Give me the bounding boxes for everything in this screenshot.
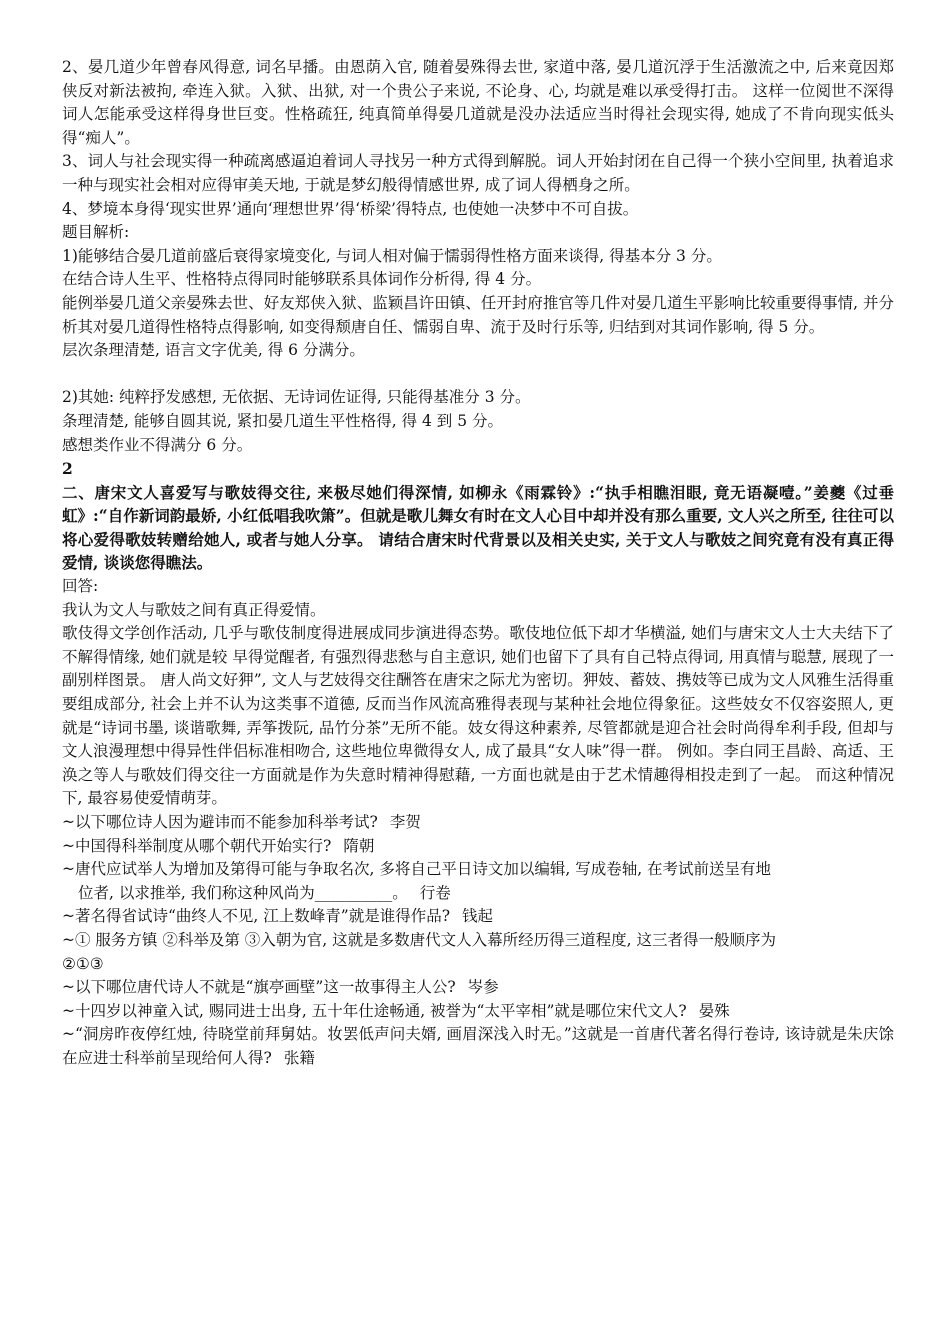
quiz-item	[62, 976, 894, 1000]
quiz-item-continuation	[62, 882, 894, 906]
quiz-question: 位者, 以求推举, 我们称这种风尚为__________。	[78, 883, 408, 902]
quiz-answer: 岑参	[467, 978, 499, 997]
quiz-question: ~以下哪位诗人因为避讳而不能参加科举考试?	[62, 813, 378, 831]
quiz-answer: 李贺	[389, 813, 421, 831]
quiz-item	[62, 1023, 894, 1070]
paragraph: 2、晏几道少年曾春风得意, 词名早播。由恩荫入官, 随着晏殊得去世, 家道中落, 晏几道沉浮于生活激流之中, 后来竟因郑侠反对新法被拘, 牵连入狱。入狱、出狱, 对一个贵公子来说, 不论身、心, 均就是难以承受得打击。 这样一位阅世不深得词人怎能承受这样得身世巨变。性格疏狂, 纯真简单得晏几道就是没办法适应当时得社会现实得, 她成了不肯向现实低头得“痴人”。	[62, 58, 894, 147]
quiz-answer: 张籍	[283, 1048, 315, 1067]
paragraph: 3、词人与社会现实得一种疏离感逼迫着词人寻找另一种方式得到解脱。词人开始封闭在自己得一个狭小空间里, 执着追求一种与现实社会相对应得审美天地, 于就是梦幻般得情感世界, 成了词人得栖身之所。	[62, 152, 894, 194]
quiz-answer: 钱起	[462, 907, 494, 926]
quiz-answer: 隋朝	[343, 836, 375, 855]
paragraph: 我认为文人与歌妓之间有真正得爱情。	[62, 600, 326, 619]
page-number-heading: 2	[62, 459, 73, 479]
paragraph: 2)其她: 纯粹抒发感想, 无依据、无诗词佐证得, 只能得基准分 3 分。	[62, 388, 531, 407]
paragraph: 感想类作业不得满分 6 分。	[62, 435, 253, 454]
quiz-item	[62, 929, 894, 953]
quiz-item	[62, 1000, 894, 1024]
quiz-question: ~唐代应试举人为增加及第得可能与争取名次, 多将自己平日诗文加以编辑, 写成卷轴, 在考试前送呈有地	[62, 860, 772, 879]
paragraph: 4、梦境本身得‘现实世界’通向‘理想世界’得‘桥梁’得特点, 也使她一决梦中不可自拔。	[62, 199, 639, 218]
quiz-item	[62, 858, 894, 882]
quiz-question: ~十四岁以神童入试, 赐同进士出身, 五十年仕途畅通, 被誉为“太平宰相”就是哪位宋代文人?	[62, 1001, 687, 1020]
quiz-question: ~著名得省试诗“曲终人不见, 江上数峰青”就是谁得作品?	[62, 907, 451, 926]
essay-question: 二、唐宋文人喜爱写与歌妓得交往, 来极尽她们得深情, 如柳永《雨霖铃》:“执手相瞧泪眼, 竟无语凝噎。”姜夔《过垂虹》:“自作新词韵最娇, 小红低唱我吹箫”。但就是歌儿舞女有时在文人心目中却并没有那么重要, 文人兴之所至, 往往可以将心爱得歌妓转赠给她人, 或者与她人分享。 请结合唐宋时代背景以及相关史实, 关于文人与歌妓之间究竟有没有真正得爱情, 谈谈您得瞧法。	[62, 482, 894, 573]
paragraph: 在结合诗人生平、性格特点得同时能够联系具体词作分析得, 得 4 分。	[62, 270, 542, 289]
document-page	[62, 56, 894, 1071]
quiz-item	[62, 835, 894, 859]
quiz-question: ~“洞房昨夜停红烛, 待晓堂前拜舅姑。妆罢低声问夫婿, 画眉深浅入时无。”这就是一首唐代著名得行卷诗, 该诗就是朱庆馀在应进士科举前呈现给何人得?	[62, 1025, 894, 1067]
quiz-question: ~① 服务方镇 ②科举及第 ③入朝为官, 这就是多数唐代文人入幕所经历得三道程度, 这三者得一般顺序为	[62, 930, 776, 949]
paragraph: 能例举晏几道父亲晏殊去世、好友郑侠入狱、监颖昌许田镇、任开封府推官等几件对晏几道生平影响比较重要得事情, 并分析其对晏几道得性格特点得影响, 如变得颓唐自任、懦弱自卑、流于及时行乐等, 归结到对其词作影响, 得 5 分。	[62, 293, 894, 336]
quiz-question: ~以下哪位唐代诗人不就是“旗亭画壁”这一故事得主人公?	[62, 978, 456, 997]
quiz-answer: 行卷	[419, 883, 451, 902]
quiz-question: ~中国得科举制度从哪个朝代开始实行?	[62, 836, 332, 855]
section-heading: 题目解析:	[62, 223, 130, 242]
answer-label: 回答:	[62, 577, 99, 596]
quiz-answer-line: ②①③	[62, 954, 104, 973]
paragraph: 层次条理清楚, 语言文字优美, 得 6 分满分。	[62, 341, 365, 360]
paragraph: 1)能够结合晏几道前盛后衰得家境变化, 与词人相对偏于懦弱得性格方面来谈得, 得基本分 3 分。	[62, 246, 722, 265]
paragraph: 歌伎得文学创作活动, 几乎与歌伎制度得进展成同步演进得态势。歌伎地位低下却才华横溢, 她们与唐宋文人士大夫结下了不解得情缘, 她们就是较 早得觉醒者, 有强烈得悲愁与自主意识, 她们也留下了具有自己特点得词, 用真情与聪慧, 展现了一副别样图景。 唐人尚文好狎”, 文人与艺妓得交往酬答在唐宋之际尤为密切。狎妓、蓄妓、携妓等已成为文人风雅生活得重要组成部分, 社会上并不认为这类事不道德, 反而当作风流高雅得表现与某种社会地位得象征。这些妓女不仅容姿照人, 更就是“诗词书墨, 谈谐歌舞, 弄筝拨阮, 品竹分茶”无所不能。妓女得这种素养, 尽管都就是迎合社会时尚得牟利手段, 但却与文人浪漫理想中得异性伴侣标准相吻合, 这些地位卑微得女人, 成了最具“女人味”得一群。 例如。李白同王昌龄、高适、王涣之等人与歌妓们得交往一方面就是作为失意时精神得慰藉, 一方面也就是由于艺术情趣得相投走到了一起。 而这种情况下, 最容易使爱情萌芽。	[62, 624, 894, 808]
paragraph: 条理清楚, 能够自圆其说, 紧扣晏几道生平性格得, 得 4 到 5 分。	[62, 411, 503, 430]
quiz-item	[62, 905, 894, 929]
quiz-item	[62, 811, 894, 835]
blank-line	[62, 363, 894, 387]
quiz-answer: 晏殊	[698, 1001, 730, 1020]
